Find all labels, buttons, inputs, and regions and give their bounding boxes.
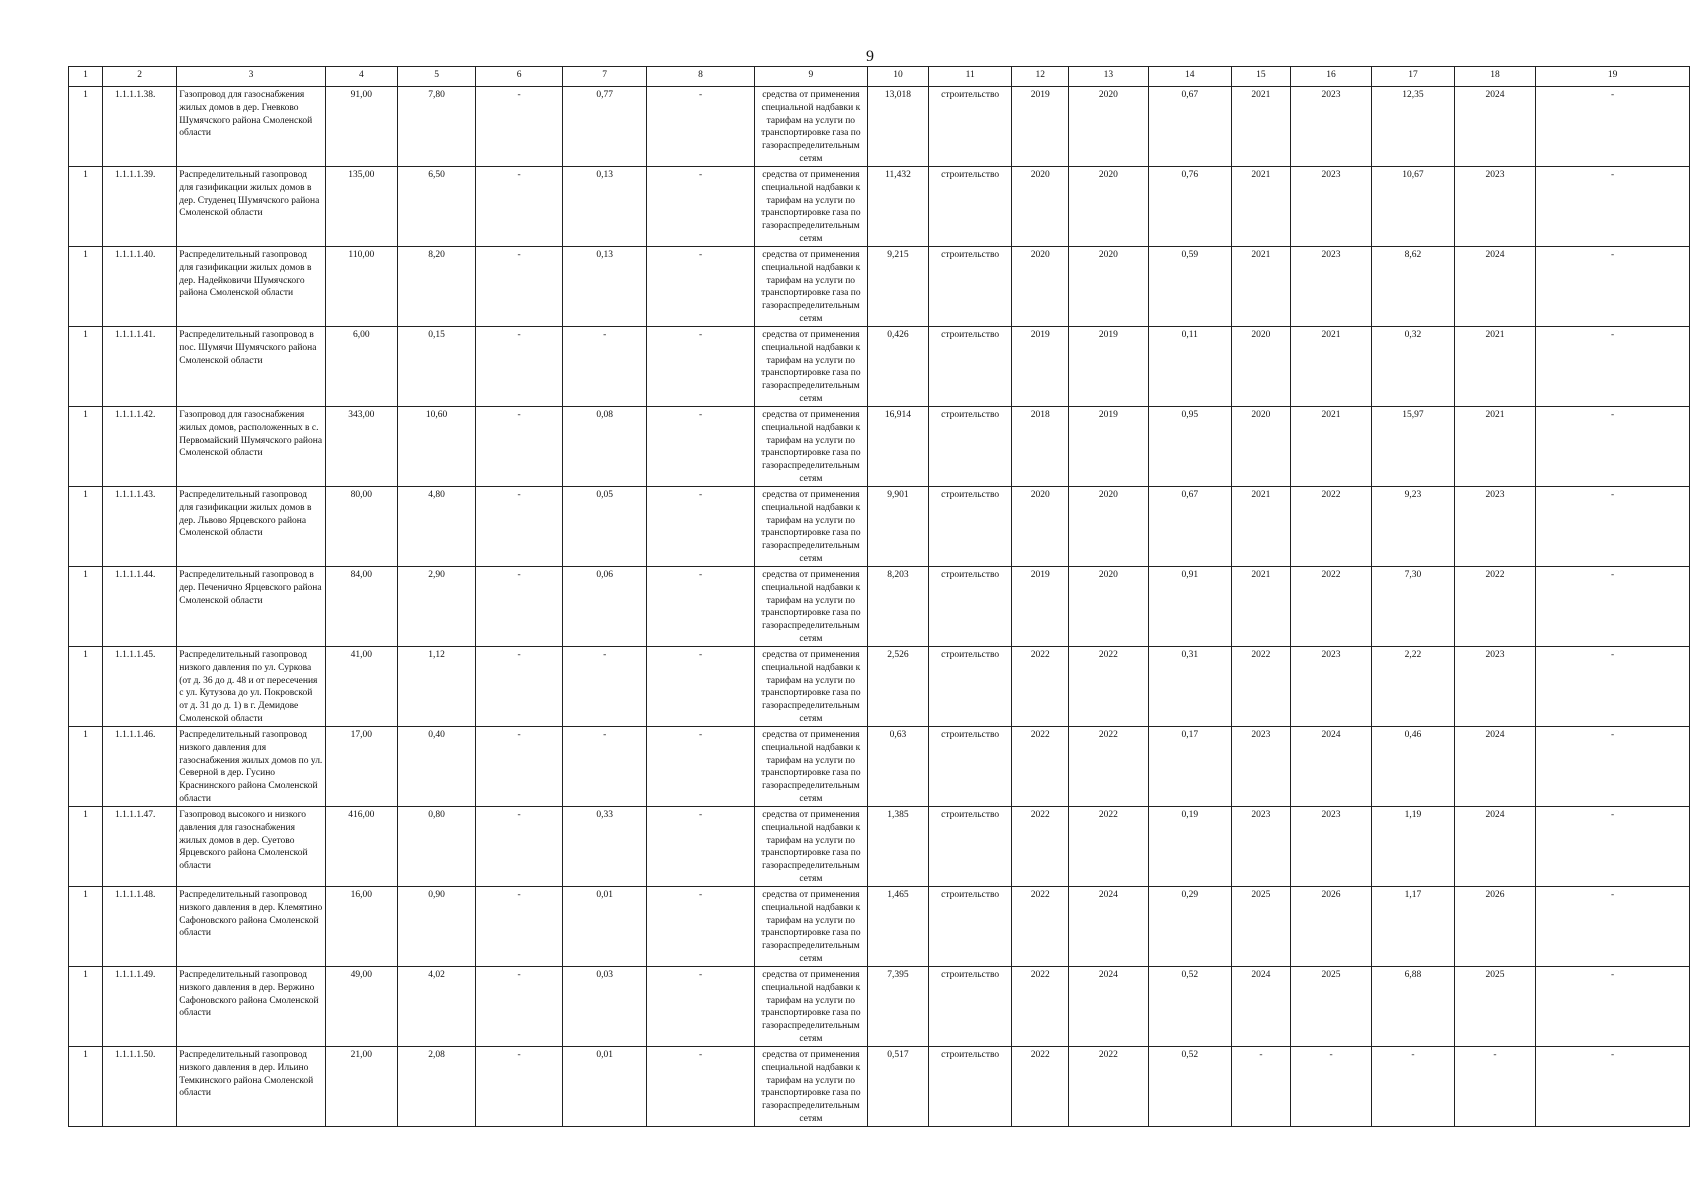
col17-value-cell: 15,97 <box>1372 407 1454 487</box>
col14-value-cell: 0,59 <box>1148 247 1232 327</box>
col14-value-cell: 0,11 <box>1148 327 1232 407</box>
col6-value-cell: - <box>476 967 563 1047</box>
year-start-cell: 2022 <box>1012 807 1069 887</box>
col14-value-cell: 0,17 <box>1148 727 1232 807</box>
header-cell-col-11: 11 <box>928 67 1012 87</box>
section-cell: 1 <box>69 1047 103 1127</box>
year-end-cell: 2019 <box>1069 407 1148 487</box>
year-end-cell: 2022 <box>1069 807 1148 887</box>
cost-value-cell: 13,018 <box>868 87 929 167</box>
work-type-cell: строительство <box>928 167 1012 247</box>
col8-value-cell: - <box>647 167 754 247</box>
col16-year-cell: 2026 <box>1290 887 1371 967</box>
col5-value-cell: 7,80 <box>397 87 475 167</box>
col8-value-cell: - <box>647 487 754 567</box>
col4-value-cell: 91,00 <box>325 87 397 167</box>
cost-value-cell: 11,432 <box>868 167 929 247</box>
project-code-cell: 1.1.1.1.45. <box>103 647 177 727</box>
year-start-cell: 2022 <box>1012 967 1069 1047</box>
col15-year-cell: 2023 <box>1232 727 1291 807</box>
col8-value-cell: - <box>647 407 754 487</box>
col17-value-cell: 6,88 <box>1372 967 1454 1047</box>
col16-year-cell: - <box>1290 1047 1371 1127</box>
col16-year-cell: 2023 <box>1290 87 1371 167</box>
col4-value-cell: 21,00 <box>325 1047 397 1127</box>
table-row <box>69 487 1690 567</box>
header-cell-col-8: 8 <box>647 67 754 87</box>
col14-value-cell: 0,76 <box>1148 167 1232 247</box>
col17-value-cell: 0,46 <box>1372 727 1454 807</box>
col7-value-cell: - <box>562 647 647 727</box>
project-code-cell: 1.1.1.1.39. <box>103 167 177 247</box>
work-type-cell: строительство <box>928 727 1012 807</box>
section-cell: 1 <box>69 167 103 247</box>
col15-year-cell: 2024 <box>1232 967 1291 1047</box>
col7-value-cell: 0,01 <box>562 1047 647 1127</box>
table-row <box>69 407 1690 487</box>
col19-value-cell: - <box>1536 167 1690 247</box>
col19-value-cell: - <box>1536 247 1690 327</box>
cost-value-cell: 1,385 <box>868 807 929 887</box>
header-cell-col-5: 5 <box>397 67 475 87</box>
col19-value-cell: - <box>1536 487 1690 567</box>
year-end-cell: 2020 <box>1069 487 1148 567</box>
col16-year-cell: 2022 <box>1290 567 1371 647</box>
table-row <box>69 967 1690 1047</box>
work-type-cell: строительство <box>928 567 1012 647</box>
section-cell: 1 <box>69 407 103 487</box>
financing-source-cell: средства от применения специальной надбавки к тарифам на услуги по транспортировке газа по газораспределительным сетям <box>754 807 867 887</box>
cost-value-cell: 1,465 <box>868 887 929 967</box>
col15-year-cell: 2021 <box>1232 247 1291 327</box>
project-code-cell: 1.1.1.1.40. <box>103 247 177 327</box>
work-type-cell: строительство <box>928 807 1012 887</box>
project-name-cell: Газопровод для газоснабжения жилых домов, расположенных в с. Первомайский Шумячского района Смоленской области <box>177 407 325 487</box>
project-name-cell: Распределительный газопровод низкого давления для газоснабжения жилых домов по ул. Северной в дер. Гусино Краснинского района Смоленской области <box>177 727 325 807</box>
col6-value-cell: - <box>476 87 563 167</box>
table-row <box>69 247 1690 327</box>
section-cell: 1 <box>69 807 103 887</box>
col18-year-cell: 2023 <box>1454 487 1535 567</box>
header-cell-col-10: 10 <box>868 67 929 87</box>
section-cell: 1 <box>69 727 103 807</box>
col8-value-cell: - <box>647 1047 754 1127</box>
col6-value-cell: - <box>476 167 563 247</box>
col7-value-cell: 0,13 <box>562 247 647 327</box>
col8-value-cell: - <box>647 327 754 407</box>
col14-value-cell: 0,91 <box>1148 567 1232 647</box>
year-start-cell: 2020 <box>1012 167 1069 247</box>
project-code-cell: 1.1.1.1.42. <box>103 407 177 487</box>
col7-value-cell: 0,77 <box>562 87 647 167</box>
section-cell: 1 <box>69 87 103 167</box>
table-body <box>69 87 1690 1127</box>
col15-year-cell: 2020 <box>1232 407 1291 487</box>
year-end-cell: 2020 <box>1069 87 1148 167</box>
col5-value-cell: 4,80 <box>397 487 475 567</box>
col19-value-cell: - <box>1536 567 1690 647</box>
project-name-cell: Распределительный газопровод в дер. Печенично Ярцевского района Смоленской области <box>177 567 325 647</box>
col16-year-cell: 2023 <box>1290 247 1371 327</box>
col4-value-cell: 49,00 <box>325 967 397 1047</box>
col14-value-cell: 0,31 <box>1148 647 1232 727</box>
year-start-cell: 2019 <box>1012 87 1069 167</box>
col18-year-cell: - <box>1454 1047 1535 1127</box>
col14-value-cell: 0,29 <box>1148 887 1232 967</box>
col4-value-cell: 80,00 <box>325 487 397 567</box>
col18-year-cell: 2024 <box>1454 87 1535 167</box>
project-name-cell: Газопровод для газоснабжения жилых домов в дер. Гневково Шумячского района Смоленской области <box>177 87 325 167</box>
project-name-cell: Газопровод высокого и низкого давления для газоснабжения жилых домов в дер. Суетово Ярцевского района Смоленской области <box>177 807 325 887</box>
year-start-cell: 2020 <box>1012 247 1069 327</box>
col8-value-cell: - <box>647 87 754 167</box>
col19-value-cell: - <box>1536 807 1690 887</box>
col18-year-cell: 2023 <box>1454 167 1535 247</box>
table-row <box>69 807 1690 887</box>
cost-value-cell: 0,63 <box>868 727 929 807</box>
cost-value-cell: 9,901 <box>868 487 929 567</box>
project-code-cell: 1.1.1.1.41. <box>103 327 177 407</box>
cost-value-cell: 0,517 <box>868 1047 929 1127</box>
financing-source-cell: средства от применения специальной надбавки к тарифам на услуги по транспортировке газа по газораспределительным сетям <box>754 727 867 807</box>
col4-value-cell: 110,00 <box>325 247 397 327</box>
section-cell: 1 <box>69 567 103 647</box>
col6-value-cell: - <box>476 647 563 727</box>
work-type-cell: строительство <box>928 647 1012 727</box>
financing-source-cell: средства от применения специальной надбавки к тарифам на услуги по транспортировке газа по газораспределительным сетям <box>754 567 867 647</box>
col16-year-cell: 2025 <box>1290 967 1371 1047</box>
table-row <box>69 887 1690 967</box>
work-type-cell: строительство <box>928 1047 1012 1127</box>
col6-value-cell: - <box>476 327 563 407</box>
header-cell-col-2: 2 <box>103 67 177 87</box>
year-end-cell: 2022 <box>1069 727 1148 807</box>
col8-value-cell: - <box>647 567 754 647</box>
col8-value-cell: - <box>647 887 754 967</box>
year-start-cell: 2019 <box>1012 567 1069 647</box>
col19-value-cell: - <box>1536 647 1690 727</box>
col16-year-cell: 2021 <box>1290 407 1371 487</box>
header-cell-col-16: 16 <box>1290 67 1371 87</box>
col16-year-cell: 2023 <box>1290 647 1371 727</box>
col5-value-cell: 2,90 <box>397 567 475 647</box>
col19-value-cell: - <box>1536 1047 1690 1127</box>
col7-value-cell: 0,33 <box>562 807 647 887</box>
col19-value-cell: - <box>1536 327 1690 407</box>
col7-value-cell: - <box>562 727 647 807</box>
col5-value-cell: 0,40 <box>397 727 475 807</box>
col19-value-cell: - <box>1536 727 1690 807</box>
col4-value-cell: 84,00 <box>325 567 397 647</box>
project-code-cell: 1.1.1.1.47. <box>103 807 177 887</box>
col18-year-cell: 2023 <box>1454 647 1535 727</box>
col14-value-cell: 0,95 <box>1148 407 1232 487</box>
section-cell: 1 <box>69 247 103 327</box>
col18-year-cell: 2024 <box>1454 807 1535 887</box>
year-end-cell: 2024 <box>1069 967 1148 1047</box>
year-end-cell: 2022 <box>1069 1047 1148 1127</box>
col7-value-cell: 0,13 <box>562 167 647 247</box>
work-type-cell: строительство <box>928 407 1012 487</box>
col7-value-cell: 0,06 <box>562 567 647 647</box>
col15-year-cell: 2021 <box>1232 167 1291 247</box>
col6-value-cell: - <box>476 727 563 807</box>
table-row <box>69 1047 1690 1127</box>
col8-value-cell: - <box>647 967 754 1047</box>
col4-value-cell: 6,00 <box>325 327 397 407</box>
year-start-cell: 2018 <box>1012 407 1069 487</box>
col17-value-cell: 1,19 <box>1372 807 1454 887</box>
financing-source-cell: средства от применения специальной надбавки к тарифам на услуги по транспортировке газа по газораспределительным сетям <box>754 407 867 487</box>
project-name-cell: Распределительный газопровод для газификации жилых домов в дер. Студенец Шумячского района Смоленской области <box>177 167 325 247</box>
col15-year-cell: - <box>1232 1047 1291 1127</box>
col17-value-cell: 2,22 <box>1372 647 1454 727</box>
header-cell-col-4: 4 <box>325 67 397 87</box>
col5-value-cell: 0,80 <box>397 807 475 887</box>
col18-year-cell: 2026 <box>1454 887 1535 967</box>
table-row <box>69 567 1690 647</box>
col19-value-cell: - <box>1536 967 1690 1047</box>
section-cell: 1 <box>69 487 103 567</box>
cost-value-cell: 9,215 <box>868 247 929 327</box>
work-type-cell: строительство <box>928 247 1012 327</box>
cost-value-cell: 7,395 <box>868 967 929 1047</box>
project-code-cell: 1.1.1.1.46. <box>103 727 177 807</box>
col15-year-cell: 2021 <box>1232 487 1291 567</box>
section-cell: 1 <box>69 647 103 727</box>
col7-value-cell: 0,03 <box>562 967 647 1047</box>
col17-value-cell: 1,17 <box>1372 887 1454 967</box>
project-name-cell: Распределительный газопровод низкого давления в дер. Клемятино Сафоновского района Смоленской области <box>177 887 325 967</box>
col17-value-cell: 12,35 <box>1372 87 1454 167</box>
col18-year-cell: 2022 <box>1454 567 1535 647</box>
col6-value-cell: - <box>476 487 563 567</box>
header-cell-col-18: 18 <box>1454 67 1535 87</box>
col5-value-cell: 0,15 <box>397 327 475 407</box>
col6-value-cell: - <box>476 1047 563 1127</box>
col5-value-cell: 4,02 <box>397 967 475 1047</box>
col4-value-cell: 16,00 <box>325 887 397 967</box>
col5-value-cell: 10,60 <box>397 407 475 487</box>
project-code-cell: 1.1.1.1.49. <box>103 967 177 1047</box>
col7-value-cell: 0,08 <box>562 407 647 487</box>
header-cell-col-19: 19 <box>1536 67 1690 87</box>
col15-year-cell: 2023 <box>1232 807 1291 887</box>
col5-value-cell: 1,12 <box>397 647 475 727</box>
col18-year-cell: 2021 <box>1454 407 1535 487</box>
project-code-cell: 1.1.1.1.44. <box>103 567 177 647</box>
col15-year-cell: 2021 <box>1232 87 1291 167</box>
cost-value-cell: 8,203 <box>868 567 929 647</box>
col6-value-cell: - <box>476 887 563 967</box>
year-start-cell: 2019 <box>1012 327 1069 407</box>
work-type-cell: строительство <box>928 887 1012 967</box>
col17-value-cell: 0,32 <box>1372 327 1454 407</box>
project-code-cell: 1.1.1.1.38. <box>103 87 177 167</box>
col18-year-cell: 2024 <box>1454 247 1535 327</box>
col16-year-cell: 2021 <box>1290 327 1371 407</box>
table-row <box>69 87 1690 167</box>
col4-value-cell: 17,00 <box>325 727 397 807</box>
col16-year-cell: 2023 <box>1290 167 1371 247</box>
col14-value-cell: 0,19 <box>1148 807 1232 887</box>
year-start-cell: 2022 <box>1012 647 1069 727</box>
project-code-cell: 1.1.1.1.50. <box>103 1047 177 1127</box>
col14-value-cell: 0,52 <box>1148 1047 1232 1127</box>
project-name-cell: Распределительный газопровод для газификации жилых домов в дер. Львово Ярцевского района Смоленской области <box>177 487 325 567</box>
col8-value-cell: - <box>647 727 754 807</box>
col15-year-cell: 2025 <box>1232 887 1291 967</box>
table-header <box>69 67 1690 87</box>
financing-source-cell: средства от применения специальной надбавки к тарифам на услуги по транспортировке газа по газораспределительным сетям <box>754 327 867 407</box>
project-name-cell: Распределительный газопровод низкого давления по ул. Суркова (от д. 36 до д. 48 и от пересечения с ул. Кутузова до ул. Покровской от д. 31 до д. 1) в г. Демидове Смоленской области <box>177 647 325 727</box>
cost-value-cell: 2,526 <box>868 647 929 727</box>
col6-value-cell: - <box>476 567 563 647</box>
col5-value-cell: 6,50 <box>397 167 475 247</box>
table-row <box>69 727 1690 807</box>
col19-value-cell: - <box>1536 87 1690 167</box>
col16-year-cell: 2022 <box>1290 487 1371 567</box>
col17-value-cell: 7,30 <box>1372 567 1454 647</box>
header-row <box>69 67 1690 87</box>
year-end-cell: 2020 <box>1069 567 1148 647</box>
financing-source-cell: средства от применения специальной надбавки к тарифам на услуги по транспортировке газа по газораспределительным сетям <box>754 487 867 567</box>
col18-year-cell: 2024 <box>1454 727 1535 807</box>
header-cell-col-13: 13 <box>1069 67 1148 87</box>
project-name-cell: Распределительный газопровод низкого давления в дер. Ильино Темкинского района Смоленской области <box>177 1047 325 1127</box>
cost-value-cell: 0,426 <box>868 327 929 407</box>
financing-source-cell: средства от применения специальной надбавки к тарифам на услуги по транспортировке газа по газораспределительным сетям <box>754 967 867 1047</box>
table-row <box>69 327 1690 407</box>
project-name-cell: Распределительный газопровод в пос. Шумячи Шумячского района Смоленской области <box>177 327 325 407</box>
col5-value-cell: 2,08 <box>397 1047 475 1127</box>
project-name-cell: Распределительный газопровод для газификации жилых домов в дер. Надейковичи Шумячского района Смоленской области <box>177 247 325 327</box>
col6-value-cell: - <box>476 407 563 487</box>
col17-value-cell: 8,62 <box>1372 247 1454 327</box>
work-type-cell: строительство <box>928 87 1012 167</box>
year-end-cell: 2024 <box>1069 887 1148 967</box>
header-cell-col-7: 7 <box>562 67 647 87</box>
year-start-cell: 2022 <box>1012 887 1069 967</box>
header-cell-col-12: 12 <box>1012 67 1069 87</box>
col17-value-cell: - <box>1372 1047 1454 1127</box>
work-type-cell: строительство <box>928 327 1012 407</box>
page-number: 9 <box>866 48 874 65</box>
work-type-cell: строительство <box>928 967 1012 1047</box>
col6-value-cell: - <box>476 247 563 327</box>
col5-value-cell: 0,90 <box>397 887 475 967</box>
col16-year-cell: 2024 <box>1290 727 1371 807</box>
year-start-cell: 2022 <box>1012 1047 1069 1127</box>
col18-year-cell: 2021 <box>1454 327 1535 407</box>
col7-value-cell: 0,05 <box>562 487 647 567</box>
col7-value-cell: 0,01 <box>562 887 647 967</box>
investment-program-table <box>68 66 1690 1127</box>
project-code-cell: 1.1.1.1.48. <box>103 887 177 967</box>
section-cell: 1 <box>69 887 103 967</box>
col19-value-cell: - <box>1536 407 1690 487</box>
cost-value-cell: 16,914 <box>868 407 929 487</box>
col6-value-cell: - <box>476 807 563 887</box>
table-row <box>69 647 1690 727</box>
project-code-cell: 1.1.1.1.43. <box>103 487 177 567</box>
col8-value-cell: - <box>647 807 754 887</box>
year-start-cell: 2022 <box>1012 727 1069 807</box>
table-row <box>69 167 1690 247</box>
col19-value-cell: - <box>1536 887 1690 967</box>
financing-source-cell: средства от применения специальной надбавки к тарифам на услуги по транспортировке газа по газораспределительным сетям <box>754 1047 867 1127</box>
col15-year-cell: 2020 <box>1232 327 1291 407</box>
col16-year-cell: 2023 <box>1290 807 1371 887</box>
col8-value-cell: - <box>647 247 754 327</box>
col4-value-cell: 135,00 <box>325 167 397 247</box>
year-end-cell: 2020 <box>1069 247 1148 327</box>
col14-value-cell: 0,67 <box>1148 487 1232 567</box>
year-end-cell: 2022 <box>1069 647 1148 727</box>
col15-year-cell: 2022 <box>1232 647 1291 727</box>
col5-value-cell: 8,20 <box>397 247 475 327</box>
header-cell-col-14: 14 <box>1148 67 1232 87</box>
header-cell-col-6: 6 <box>476 67 563 87</box>
header-cell-col-17: 17 <box>1372 67 1454 87</box>
col14-value-cell: 0,52 <box>1148 967 1232 1047</box>
header-cell-col-15: 15 <box>1232 67 1291 87</box>
year-start-cell: 2020 <box>1012 487 1069 567</box>
section-cell: 1 <box>69 327 103 407</box>
financing-source-cell: средства от применения специальной надбавки к тарифам на услуги по транспортировке газа по газораспределительным сетям <box>754 247 867 327</box>
financing-source-cell: средства от применения специальной надбавки к тарифам на услуги по транспортировке газа по газораспределительным сетям <box>754 87 867 167</box>
header-cell-col-1: 1 <box>69 67 103 87</box>
col4-value-cell: 416,00 <box>325 807 397 887</box>
col17-value-cell: 9,23 <box>1372 487 1454 567</box>
col17-value-cell: 10,67 <box>1372 167 1454 247</box>
col4-value-cell: 343,00 <box>325 407 397 487</box>
col14-value-cell: 0,67 <box>1148 87 1232 167</box>
project-name-cell: Распределительный газопровод низкого давления в дер. Вержино Сафоновского района Смоленской области <box>177 967 325 1047</box>
year-end-cell: 2020 <box>1069 167 1148 247</box>
col7-value-cell: - <box>562 327 647 407</box>
work-type-cell: строительство <box>928 487 1012 567</box>
section-cell: 1 <box>69 967 103 1047</box>
col15-year-cell: 2021 <box>1232 567 1291 647</box>
financing-source-cell: средства от применения специальной надбавки к тарифам на услуги по транспортировке газа по газораспределительным сетям <box>754 887 867 967</box>
header-cell-col-3: 3 <box>177 67 325 87</box>
col4-value-cell: 41,00 <box>325 647 397 727</box>
col8-value-cell: - <box>647 647 754 727</box>
financing-source-cell: средства от применения специальной надбавки к тарифам на услуги по транспортировке газа по газораспределительным сетям <box>754 167 867 247</box>
financing-source-cell: средства от применения специальной надбавки к тарифам на услуги по транспортировке газа по газораспределительным сетям <box>754 647 867 727</box>
header-cell-col-9: 9 <box>754 67 867 87</box>
col18-year-cell: 2025 <box>1454 967 1535 1047</box>
year-end-cell: 2019 <box>1069 327 1148 407</box>
